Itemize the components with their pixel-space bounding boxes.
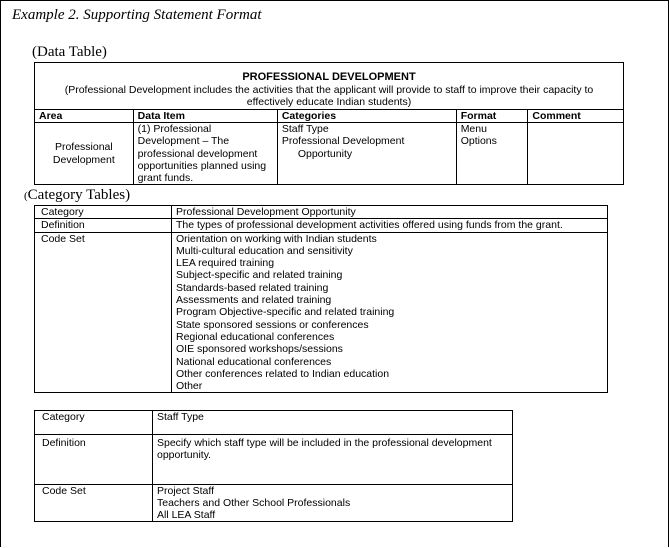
list-item: Program Objective-specific and related training xyxy=(176,306,395,319)
category-tables-label xyxy=(24,187,130,204)
data-table-header-row xyxy=(35,110,624,123)
cat1-code-set-list xyxy=(172,232,608,393)
data-table-title: PROFESSIONAL DEVELOPMENT xyxy=(242,71,416,83)
list-item: Other conferences related to Indian education xyxy=(176,367,390,380)
cat2-category-value: Staff Type xyxy=(153,411,513,435)
category-opportunity: Opportunity xyxy=(297,147,353,160)
data-table-label: (Data Table) xyxy=(32,44,107,60)
category-tables-paren: ( xyxy=(24,190,28,202)
category-tables-text: Category Tables) xyxy=(27,187,131,203)
list-item: State sponsored sessions or conferences xyxy=(176,318,369,331)
page-title: Example 2. Supporting Statement Format xyxy=(12,7,262,23)
header-area: Area xyxy=(35,110,134,123)
list-item: Project Staff xyxy=(157,485,215,497)
cat1-code-set-label: Code Set xyxy=(35,232,172,393)
cell-comment xyxy=(528,123,624,185)
cat1-definition-label: Definition xyxy=(35,219,172,232)
data-table xyxy=(34,62,624,185)
data-table-title-cell xyxy=(35,63,624,110)
cat1-category-value: Professional Development Opportunity xyxy=(172,206,608,219)
category-table-staff-type xyxy=(34,410,513,522)
category-staff-type: Staff Type xyxy=(281,123,329,135)
data-table-subtitle: (Professional Development includes the activities that the applicant will provide to staff to improve their capacity to effectively educate Indian students) xyxy=(64,84,594,108)
header-categories: Categories xyxy=(277,110,456,123)
category-prof-dev: Professional Development xyxy=(281,135,405,148)
list-item: LEA required training xyxy=(176,257,275,270)
cat2-code-set-label: Code Set xyxy=(35,485,153,522)
format-options: Options xyxy=(460,135,497,148)
cell-format xyxy=(456,123,528,185)
list-item: Other xyxy=(176,380,203,393)
header-format: Format xyxy=(456,110,528,123)
list-item: Subject-specific and related training xyxy=(176,269,343,282)
list-item: All LEA Staff xyxy=(157,509,216,521)
list-item: OIE sponsored workshops/sessions xyxy=(176,343,343,356)
cat2-definition-value: Specify which staff type will be included in the professional development opportunity. xyxy=(153,435,513,485)
cat2-code-set-list xyxy=(153,485,513,522)
list-item: Regional educational conferences xyxy=(176,330,335,343)
list-item: Standards-based related training xyxy=(176,281,329,294)
list-item: Multi-cultural education and sensitivity xyxy=(176,244,353,257)
list-item: Assessments and related training xyxy=(176,294,332,307)
table-row xyxy=(35,123,624,185)
cell-data-item: (1) Professional Development – The professional development opportunities planned using grant funds. xyxy=(133,123,277,185)
format-menu: Menu xyxy=(460,123,487,135)
cat2-definition-label: Definition xyxy=(35,435,153,485)
header-data-item: Data Item xyxy=(133,110,277,123)
cell-categories xyxy=(277,123,456,185)
category-table-opportunity xyxy=(34,205,608,393)
list-item: Teachers and Other School Professionals xyxy=(157,497,351,509)
cell-area: Professional Development xyxy=(35,123,134,185)
header-comment: Comment xyxy=(528,110,624,123)
cat1-definition-value: The types of professional development activities offered using funds from the grant. xyxy=(172,219,608,232)
cat1-category-label: Category xyxy=(35,206,172,219)
list-item: Orientation on working with Indian students xyxy=(176,232,377,245)
list-item: National educational conferences xyxy=(176,355,332,368)
cat2-category-label: Category xyxy=(35,411,153,435)
